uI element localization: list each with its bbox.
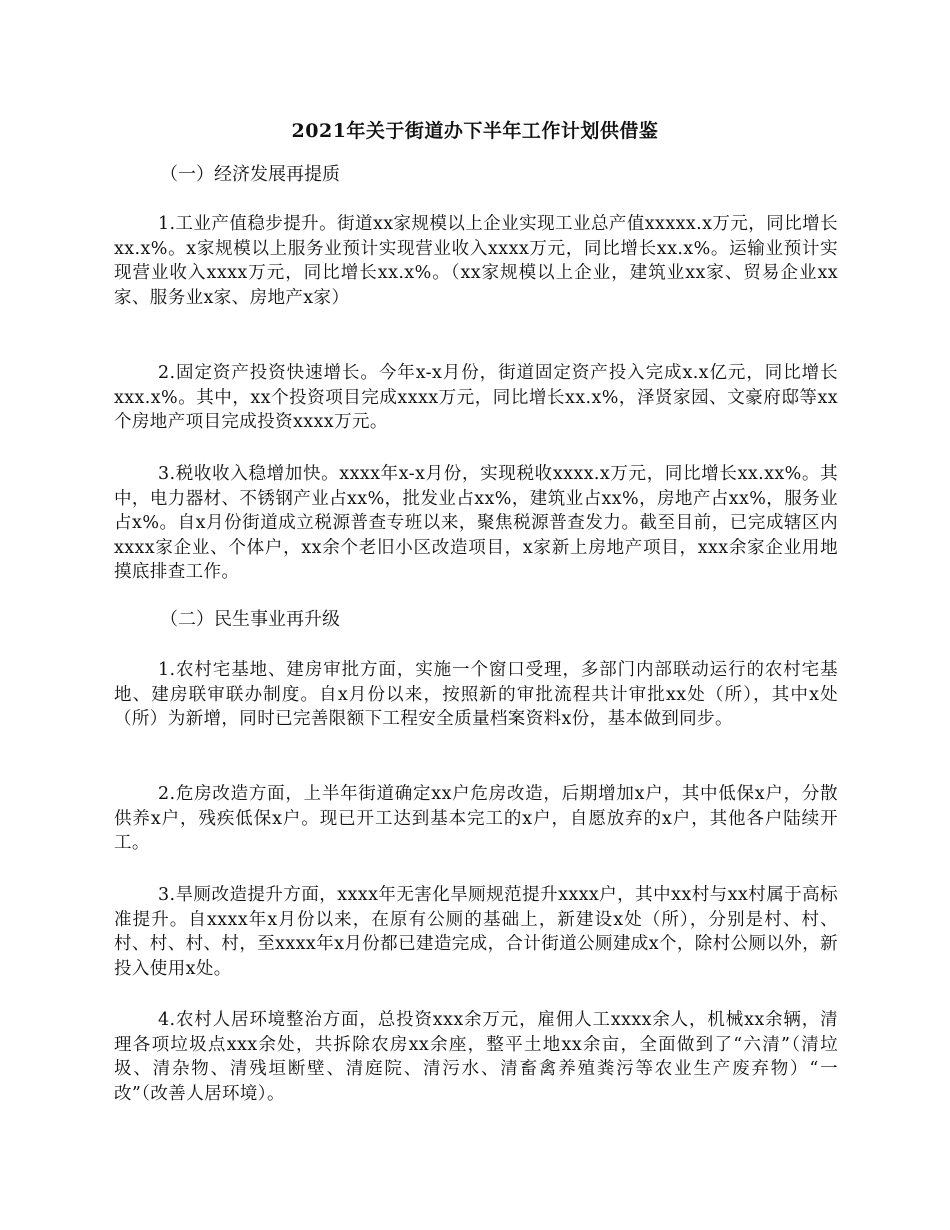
paragraph-living-environment: 4.农村人居环境整治方面，总投资xxx余万元，雇佣人工xxxx余人，机械xx余辆，清理各项垃圾点xxx余处，共拆除农房xx余座，整平土地xx余亩，全面做到了“六清”（清垃圾、清杂物、清残垣断壁、清庭院、清污水、清畜禽养殖粪污等农业生产废弃物）“一改”（改善人居环境）。 [114, 1010, 838, 1104]
section-heading-economy: （一）经济发展再提质 [160, 164, 340, 185]
paragraph-tax-revenue: 3.税收收入稳增加快。xxxx年x-x月份，实现税收xxxx.x万元，同比增长xx.xx%。其中，电力器材、不锈钢产业占xx%，批发业占xx%，建筑业占xx%，房地产占xx%，服务业占x%。自x月份街道成立税源普查专班以来，聚焦税源普查发力。截至目前，已完成辖区内xxxx家企业、个体户，xx余个老旧小区改造项目，x家新上房地产项目，xxx余家企业用地摸底排查工作。 [114, 464, 838, 582]
document-title: 2021年关于街道办下半年工作计划供借鉴 [291, 120, 659, 142]
paragraph-dilapidated-housing: 2.危房改造方面，上半年街道确定xx户危房改造，后期增加x户，其中低保x户，分散供养x户，残疾低保x户。现已开工达到基本完工的x户，自愿放弃的x户，其他各户陆续开工。 [114, 784, 838, 853]
section-heading-livelihood: （二）民生事业再升级 [160, 609, 340, 630]
paragraph-fixed-asset-investment: 2.固定资产投资快速增长。今年x-x月份，街道固定资产投入完成x.x亿元，同比增长xxx.x%。其中，xx个投资项目完成xxxx万元，同比增长xx.x%，泽贤家园、文豪府邸等xx个房地产项目完成投资xxxx万元。 [114, 363, 838, 432]
paragraph-homestead-approval: 1.农村宅基地、建房审批方面，实施一个窗口受理，多部门内部联动运行的农村宅基地、建房联审联办制度。自x月份以来，按照新的审批流程共计审批xx处（所），其中x处（所）为新增，同时已完善限额下工程安全质量档案资料x份，基本做到同步。 [114, 660, 838, 729]
paragraph-industrial-output: 1.工业产值稳步提升。街道xx家规模以上企业实现工业总产值xxxxx.x万元，同比增长xx.x%。x家规模以上服务业预计实现营业收入xxxx万元，同比增长xx.x%。运输业预计实现营业收入xxxx万元，同比增长xx.x%。（xx家规模以上企业，建筑业xx家、贸易企业xx家、服务业x家、房地产x家） [114, 214, 838, 308]
paragraph-toilet-renovation: 3.旱厕改造提升方面，xxxx年无害化旱厕规范提升xxxx户，其中xx村与xx村属于高标准提升。自xxxx年x月份以来，在原有公厕的基础上，新建设x处（所），分别是村、村、村、村、村、村，至xxxx年x月份都已建造完成，合计街道公厕建成x个，除村公厕以外，新投入使用x处。 [114, 885, 838, 979]
